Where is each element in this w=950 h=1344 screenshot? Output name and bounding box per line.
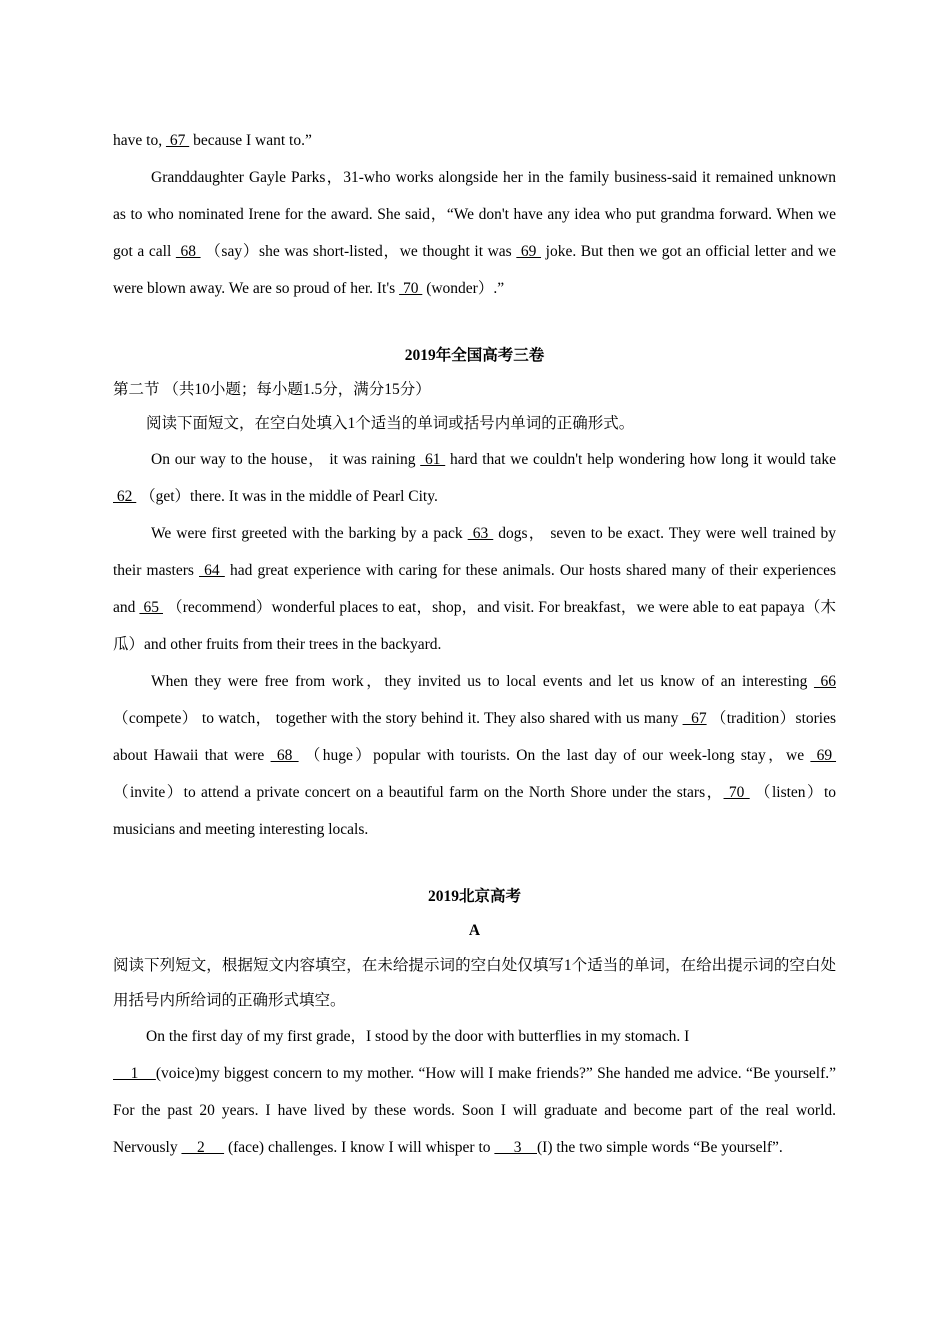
- blank-63: 63: [467, 525, 494, 542]
- paragraph-first-grade: 1 (voice)my biggest concern to my mother. “How will I make friends?” She handed me advice. “Be yourself.” For the past 20 years. I have lived by these words. Soon I will graduate and become part of the real world. Nervously 2 (face) challenges. I know I will whisper to 3 (I) the two simple words “Be yourself”.: [113, 1065, 836, 1156]
- section-title-2019-national-3: 2019年全国高考三卷: [404, 347, 545, 364]
- blank-2: 2: [181, 1139, 225, 1156]
- paragraph-dogs: We were first greeted with the barking by a pack 63 dogs， seven to be exact. They were well trained by their masters 64 had great experience with caring for these animals. Our hosts shared many of their experiences and 65 （recommend）wonderful places to eat，shop，and visit. For breakfast，we were able to eat papaya（木瓜）and other fruits from their trees in the backyard.: [113, 525, 837, 653]
- blank-62: 62: [113, 488, 137, 505]
- paragraph-granddaughter: Granddaughter Gayle Parks，31-who works alongside her in the family business-said it remained unknown as to who nominated Irene for the award. She said，“We don't have any idea who put grandma forward. When we got a call 68 （say）she was short-listed，we thought it was 69 joke. But then we got an official letter and we were blown away. We are so proud of her. It's 70 (wonder）.”: [113, 169, 837, 297]
- blank-69: 69: [516, 243, 542, 260]
- blank-68b: 68: [270, 747, 299, 764]
- blank-66: 66: [813, 673, 837, 690]
- blank-67: 67: [165, 132, 190, 149]
- paragraph-first-grade-line1: On the first day of my first grade，I stood by the door with butterflies in my stomach. I: [146, 1028, 690, 1045]
- blank-67b: 67: [682, 710, 707, 727]
- blank-65: 65: [139, 599, 163, 616]
- blank-70b: 70: [723, 784, 750, 801]
- paragraph-events: When they were free from work，they invited us to local events and let us know of an interesting 66 （compete） to watch， together with the story behind it. They also shared with us many 67 （tradition）stories about Hawaii that were 68 （huge）popular with tourists. On the last day of our week-long stay，we 69 （invite）to attend a private concert on a beautiful farm on the North Shore under the stars， 70 （listen）to musicians and meeting interesting locals.: [113, 673, 837, 838]
- section-subtitle: 第二节 （共10小题；每小题1.5分，满分15分）: [113, 381, 431, 398]
- blank-64: 64: [199, 562, 225, 579]
- blank-1: 1: [113, 1065, 156, 1082]
- blank-70: 70: [399, 280, 423, 297]
- section-title-2019-beijing: 2019北京高考: [427, 888, 521, 905]
- blank-61: 61: [420, 451, 446, 468]
- blank-3: 3: [494, 1139, 537, 1156]
- paragraph-house: On our way to the house， it was raining 61 hard that we couldn't help wondering how long it would take 62 （get）there. It was in the middle of Pearl City.: [113, 451, 836, 505]
- blank-68: 68: [175, 243, 201, 260]
- section-instruction-beijing: 阅读下列短文，根据短文内容填空，在未给提示词的空白处仅填写1个适当的单词，在给出提示词的空白处用括号内所给词的正确形式填空。: [113, 957, 836, 1009]
- section-part-a: A: [468, 922, 481, 939]
- document-page: [113, 122, 836, 1166]
- blank-69b: 69: [810, 747, 837, 764]
- paragraph-continuation: have to, 67 because I want to.”: [113, 132, 312, 149]
- section-instruction: 阅读下面短文，在空白处填入1个适当的单词或括号内单词的正确形式。: [146, 415, 635, 432]
